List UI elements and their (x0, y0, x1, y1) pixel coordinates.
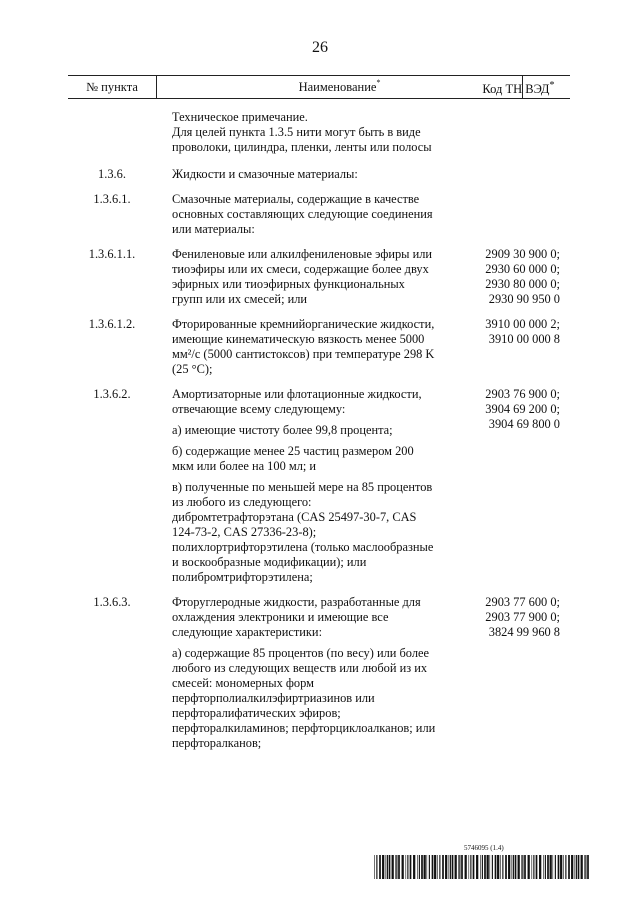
row-paragraph: Фторированные кремнийорганические жидкости, имеющие кинематическую вязкость менее 5000 мм²/с (5000 сантистоксов) при температуре 298 K (25 °С); (172, 317, 435, 376)
row-codes (448, 317, 560, 347)
tn-ved-code: 2903 77 600 0; (485, 595, 560, 609)
row-number: 1.3.6.1.1. (88, 247, 136, 261)
row-paragraph: а) имеющие чистоту более 99,8 процента; (172, 423, 393, 437)
tn-ved-code: 2930 90 950 0 (488, 292, 560, 306)
table-row (68, 247, 570, 307)
header-col-name: Наименование* (157, 76, 523, 98)
tn-ved-code: 2903 76 900 0; (485, 387, 560, 401)
tn-ved-code: 2903 77 900 0; (485, 610, 560, 624)
header-col-code: Код ТН ВЭД* (482, 80, 555, 97)
table-row (68, 192, 570, 237)
tn-ved-code: 3910 00 000 2; (485, 317, 560, 331)
table-row (68, 167, 570, 182)
header-col-number: № пункта (68, 76, 157, 98)
row-paragraph: Для целей пункта 1.3.5 нити могут быть в виде проволоки, цилиндра, пленки, ленты или полосы (172, 125, 432, 154)
row-number: 1.3.6.2. (93, 387, 131, 401)
row-paragraph: б) содержащие менее 25 частиц размером 200 мкм или более на 100 мл; и (172, 444, 414, 473)
row-number: 1.3.6. (98, 167, 126, 181)
row-paragraph: Смазочные материалы, содержащие в качестве основных составляющих следующие соединения или материалы: (172, 192, 433, 236)
document-barcode (374, 844, 592, 881)
table-row (68, 387, 570, 585)
tn-ved-code: 2909 30 900 0; (485, 247, 560, 261)
table-body (68, 110, 570, 751)
row-number: 1.3.6.1.2. (88, 317, 136, 331)
row-name (172, 167, 436, 182)
row-name (172, 595, 436, 751)
row-name (172, 317, 436, 377)
row-codes (448, 387, 560, 432)
row-codes (448, 595, 560, 640)
barcode-icon (374, 855, 592, 879)
tn-ved-code: 3904 69 200 0; (485, 402, 560, 416)
tn-ved-code: 2930 60 000 0; (485, 262, 560, 276)
row-paragraph: Техническое примечание. (172, 110, 308, 124)
table-row (68, 110, 570, 155)
table-row (68, 317, 570, 377)
row-name (172, 247, 436, 307)
page-number: 26 (312, 39, 328, 56)
row-paragraph: в) полученные по меньшей мере на 85 процентов из любого из следующего: дибромтетрафторэтана (CAS 25497-30-7, CAS 124-73-2, CAS 27336-23-8); полихлортрифторэтилена (только маслообразные и воскообразные модификации); или полибромтрифторэтилена; (172, 480, 434, 584)
row-number: 1.3.6.3. (93, 595, 131, 609)
barcode-label: 5746095 (1.4) (464, 844, 504, 852)
row-name (172, 110, 436, 155)
tn-ved-code: 3904 69 800 0 (488, 417, 560, 431)
row-paragraph: Амортизаторные или флотационные жидкости, отвечающие всему следующему: (172, 387, 422, 416)
tn-ved-code: 3910 00 000 8 (488, 332, 560, 346)
tn-ved-code: 3824 99 960 8 (488, 625, 560, 639)
row-name (172, 387, 436, 585)
row-paragraph: Фторуглеродные жидкости, разработанные для охлаждения электроники и имеющие все следующие характеристики: (172, 595, 421, 639)
row-codes (448, 247, 560, 307)
row-paragraph: Фениленовые или алкилфениленовые эфиры или тиоэфиры или их смеси, содержащие более двух эфирных или тиоэфирных функциональных групп или их смесей; или (172, 247, 433, 306)
row-paragraph: Жидкости и смазочные материалы: (172, 167, 358, 181)
row-name (172, 192, 436, 237)
row-paragraph: а) содержащие 85 процентов (по весу) или более любого из следующих веществ или любой из их смесей: мономерных форм перфторполиалкилэфиртриазинов или перфторалифатических эфиров; перфторалкиламинов; перфторциклоалканов; или перфторалканов; (172, 646, 436, 750)
table-row (68, 595, 570, 751)
tn-ved-code: 2930 80 000 0; (485, 277, 560, 291)
row-number: 1.3.6.1. (93, 192, 131, 206)
